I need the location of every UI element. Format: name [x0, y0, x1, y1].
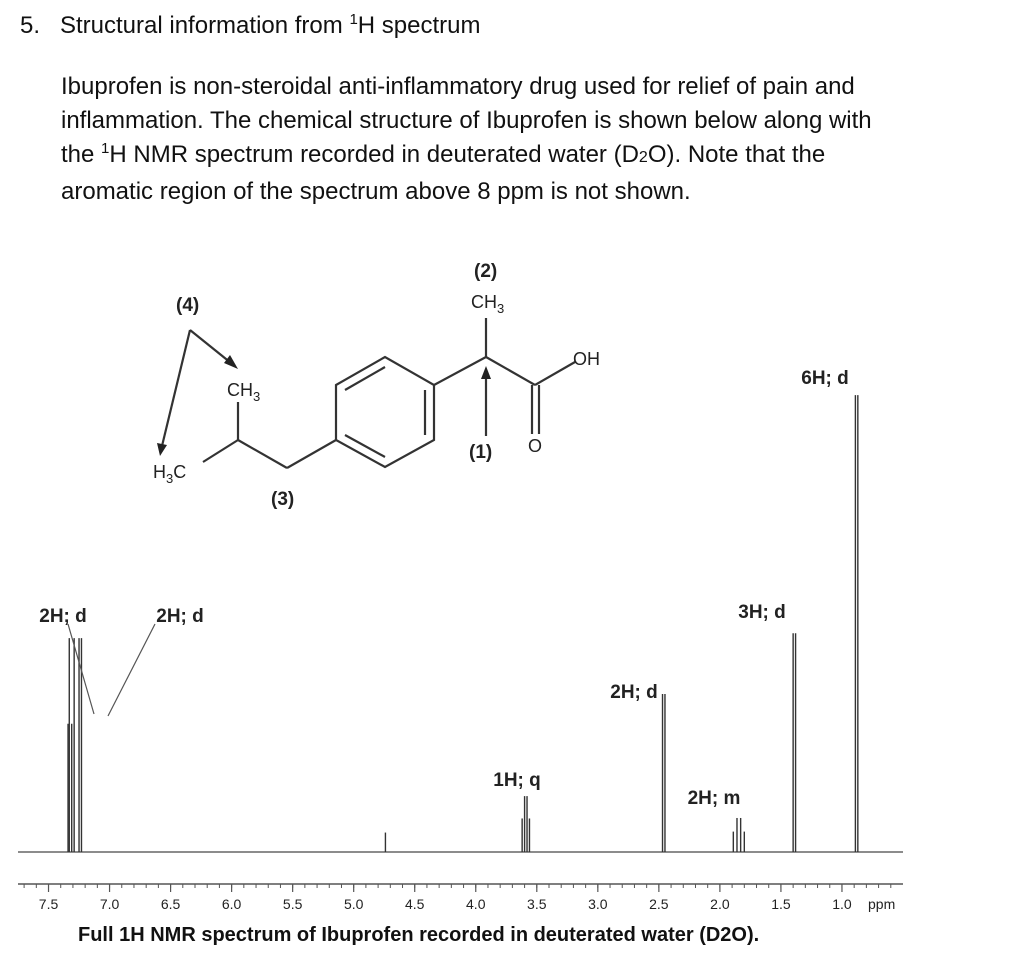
benzene-ring — [336, 357, 434, 467]
tick-label: 6.5 — [160, 896, 181, 912]
bond-ring-ch2 — [287, 440, 336, 468]
paragraph-line-4: aromatic region of the spectrum above 8 ppm is not shown. — [61, 178, 691, 205]
paragraph-line-3: the $^1$H NMR spectrum recorded in deuterated water (D2O). Note that the — [61, 140, 826, 168]
peak-label: 2H; m — [687, 788, 741, 809]
tick-label: 4.0 — [466, 896, 486, 912]
peak-label: 2H; d — [39, 606, 87, 627]
bond-ch2-ch — [238, 440, 287, 468]
tick-label: 6.0 — [221, 896, 242, 912]
tick-label: 4.5 — [404, 896, 425, 912]
x-ticks — [24, 884, 891, 892]
question-title: Structural information from $^1$H spectrum — [60, 11, 481, 39]
oh-label: OH — [573, 349, 600, 369]
bond-ch-h3c — [203, 440, 238, 462]
tick-label: 5.5 — [282, 896, 303, 912]
tick-label: 2.5 — [649, 896, 669, 912]
tick-label: 5.0 — [343, 896, 364, 912]
label-3: (3) — [271, 489, 295, 510]
ring-double-bond — [345, 367, 385, 390]
leader-line — [108, 624, 155, 716]
tick-label: 3.0 — [588, 896, 608, 912]
bond-ch-cooh — [486, 357, 535, 385]
tick-label: 7.5 — [38, 896, 59, 912]
tick-labels — [39, 896, 852, 912]
arrow-shaft-4b — [162, 330, 190, 446]
peak-annotations — [39, 368, 849, 809]
bond-ring-ch — [434, 357, 486, 385]
tick-label: 7.0 — [99, 896, 120, 912]
h3c-label: $H_3C$ — [153, 462, 187, 486]
x-axis-label: ppm — [868, 896, 896, 912]
tick-label: 1.5 — [771, 896, 791, 912]
label-4: (4) — [176, 295, 200, 316]
bond-c-oh — [535, 362, 575, 385]
ch3-top-label: $CH_3$ — [471, 292, 505, 316]
ibuprofen-structure — [157, 318, 575, 468]
label-1: (1) — [469, 442, 493, 463]
arrow-shaft-4a — [190, 330, 231, 363]
peak-label: 1H; q — [493, 770, 541, 791]
arrow-head-1 — [481, 366, 491, 379]
peak-label: 2H; d — [156, 606, 204, 627]
tick-label: 1.0 — [832, 896, 852, 912]
arrow-head-4a — [224, 355, 238, 369]
chart-caption: Full 1H NMR spectrum of Ibuprofen recorded in deuterated water (D2O). — [78, 924, 760, 946]
tick-label: 2.0 — [710, 896, 730, 912]
question-number: 5. — [20, 12, 41, 39]
nmr-spectrum — [18, 368, 903, 912]
peak-label: 6H; d — [801, 368, 849, 389]
arrow-head-4b — [157, 443, 167, 456]
ring-double-bond — [345, 435, 385, 457]
label-2: (2) — [474, 261, 498, 282]
peak-label: 3H; d — [738, 602, 786, 623]
ch3-iso-label: $CH_3$ — [227, 380, 261, 404]
tick-label: 3.5 — [527, 896, 547, 912]
paragraph-line-1: Ibuprofen is non-steroidal anti-inflammatory drug used for relief of pain and — [61, 73, 855, 100]
peak-label: 2H; d — [610, 682, 658, 703]
o-label: O — [528, 436, 543, 456]
paragraph-line-2: inflammation. The chemical structure of Ibuprofen is shown below along with — [61, 107, 872, 134]
